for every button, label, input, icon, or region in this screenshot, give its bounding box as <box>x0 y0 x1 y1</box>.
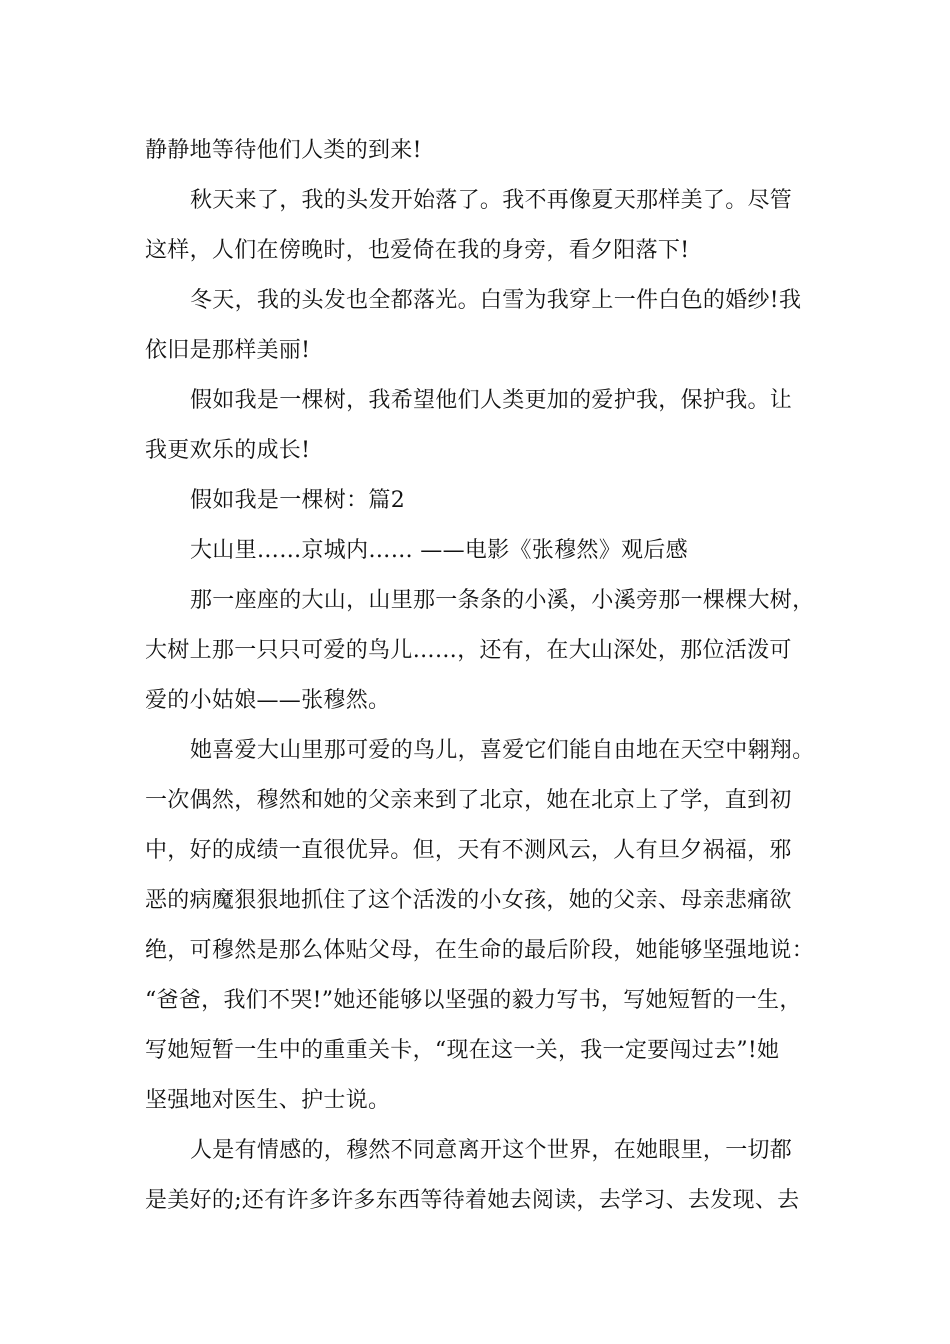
text-line: 是美好的;还有许多许多东西等待着她去阅读，去学习、去发现、去 <box>145 1188 800 1213</box>
text-line: 一次偶然，穆然和她的父亲来到了北京，她在北京上了学，直到初 <box>145 788 792 813</box>
text-line: 我更欢乐的成长! <box>145 438 311 463</box>
text-line: 写她短暂一生中的重重关卡，“现在这一关，我一定要闯过去”!她 <box>145 1038 780 1063</box>
text-line: 静静地等待他们人类的到来! <box>145 138 422 163</box>
paragraph-start: 秋天来了，我的头发开始落了。我不再像夏天那样美了。尽管 <box>190 188 793 213</box>
text-line: 依旧是那样美丽! <box>145 338 311 363</box>
paragraph-start: 人是有情感的，穆然不同意离开这个世界，在她眼里，一切都 <box>190 1138 793 1163</box>
text-line: 绝，可穆然是那么体贴父母，在生命的最后阶段，她能够坚强地说： <box>145 938 815 963</box>
paragraph-start: 冬天，我的头发也全都落光。白雪为我穿上一件白色的婚纱!我 <box>190 288 802 313</box>
paragraph-start: 她喜爱大山里那可爱的鸟儿，喜爱它们能自由地在天空中翱翔。 <box>190 738 815 763</box>
text-line: 爱的小姑娘——张穆然。 <box>145 688 391 713</box>
paragraph-start: 假如我是一棵树，我希望他们人类更加的爱护我，保护我。让 <box>190 388 793 413</box>
paragraph-start: 那一座座的大山，山里那一条条的小溪，小溪旁那一棵棵大树， <box>190 588 815 613</box>
text-line: 大树上那一只只可爱的鸟儿……，还有，在大山深处，那位活泼可 <box>145 638 792 663</box>
article-title: 大山里……京城内…… ——电影《张穆然》观后感 <box>190 538 688 563</box>
section-heading: 假如我是一棵树：篇2 <box>190 488 405 513</box>
text-line: 这样，人们在傍晚时，也爱倚在我的身旁，看夕阳落下! <box>145 238 690 263</box>
text-line: 恶的病魔狠狠地抓住了这个活泼的小女孩，她的父亲、母亲悲痛欲 <box>145 888 792 913</box>
text-line: 坚强地对医生、护士说。 <box>145 1088 391 1113</box>
text-line: “爸爸，我们不哭!”她还能够以坚强的毅力写书，写她短暂的一生， <box>145 988 802 1013</box>
text-line: 中，好的成绩一直很优异。但，天有不测风云，人有旦夕祸福，邪 <box>145 838 792 863</box>
